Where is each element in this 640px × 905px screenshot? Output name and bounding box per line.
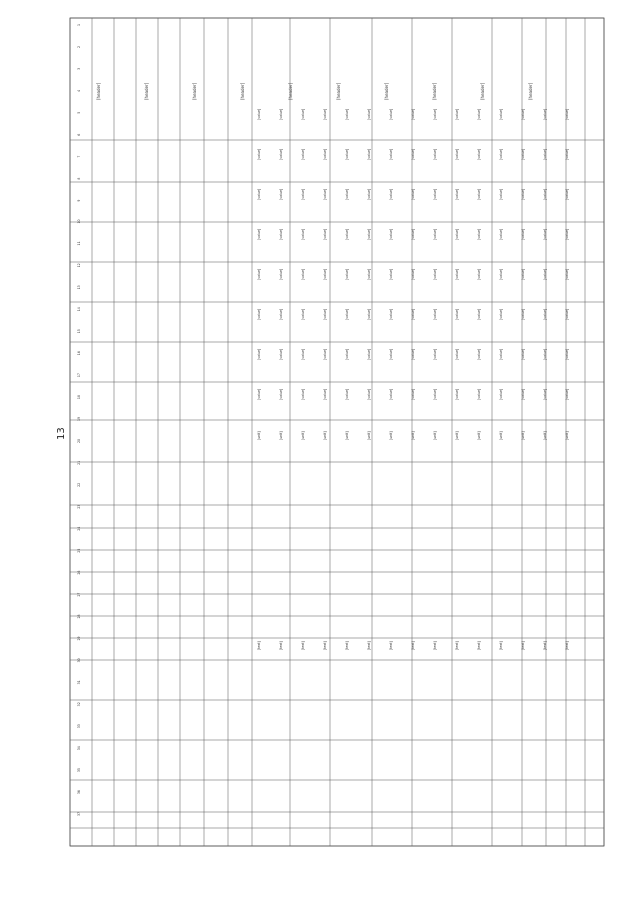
column-number: 14 [77,307,81,312]
row-value: [value] [411,388,415,400]
row-label: [text] [279,641,283,650]
row-value: [value] [433,348,437,360]
row-unit: [unit] [301,431,305,440]
row-value: [value] [543,308,547,320]
column-number: 15 [77,329,81,334]
column-number: 25 [77,548,81,553]
row-value: [value] [433,388,437,400]
row-value: [value] [279,308,283,320]
column-header: [header] [384,82,389,100]
column-header: [header] [240,82,245,100]
row-value: [value] [279,228,283,240]
row-label: [text] [499,641,503,650]
row-value: [value] [389,108,393,120]
row-value: [value] [345,348,349,360]
row-value: [value] [389,188,393,200]
column-number: 16 [77,351,81,356]
row-value: [value] [521,228,525,240]
column-number: 4 [77,89,81,92]
row-value: [value] [499,148,503,160]
row-value: [value] [543,108,547,120]
row-label: [text] [345,641,349,650]
row-value: [value] [455,148,459,160]
row-value: [value] [301,348,305,360]
row-value: [value] [323,388,327,400]
row-value: [value] [543,268,547,280]
row-value: [value] [257,268,261,280]
row-value: [value] [477,148,481,160]
row-value: [value] [389,148,393,160]
row-value: [value] [499,188,503,200]
row-value: [value] [521,148,525,160]
row-unit: [unit] [279,431,283,440]
column-number: 28 [77,614,81,619]
row-value: [value] [433,228,437,240]
row-value: [value] [521,268,525,280]
row-value: [value] [367,228,371,240]
row-value: [value] [477,308,481,320]
row-value: [value] [543,348,547,360]
column-number: 11 [77,241,81,246]
row-value: [value] [367,188,371,200]
row-value: [value] [345,268,349,280]
row-value: [value] [257,308,261,320]
column-number: 29 [77,636,81,641]
row-value: [value] [455,188,459,200]
row-value: [value] [301,148,305,160]
row-unit: [unit] [389,431,393,440]
row-unit: [unit] [433,431,437,440]
row-value: [value] [389,268,393,280]
row-unit: [unit] [521,431,525,440]
row-unit: [unit] [543,431,547,440]
row-value: [value] [411,268,415,280]
row-value: [value] [367,388,371,400]
row-label: [text] [477,641,481,650]
column-header: [header] [96,82,101,100]
row-value: [value] [521,188,525,200]
column-number: 22 [77,482,81,487]
row-value: [value] [411,348,415,360]
column-number: 37 [77,811,81,817]
row-value: [value] [565,308,569,320]
column-number: 2 [77,45,81,48]
row-value: [value] [455,388,459,400]
column-header: [header] [432,82,437,100]
row-value: [value] [565,348,569,360]
row-value: [value] [477,268,481,280]
row-value: [value] [543,228,547,240]
row-value: [value] [345,228,349,240]
row-value: [value] [477,388,481,400]
row-value: [value] [455,268,459,280]
column-number: 12 [77,263,81,268]
row-value: [value] [411,228,415,240]
row-value: [value] [257,388,261,400]
row-value: [value] [565,228,569,240]
row-value: [value] [455,108,459,120]
row-label: [text] [565,641,569,650]
row-value: [value] [257,188,261,200]
row-value: [value] [433,108,437,120]
row-value: [value] [565,148,569,160]
row-value: [value] [301,108,305,120]
row-value: [value] [499,388,503,400]
row-value: [value] [389,348,393,360]
column-number: 6 [77,133,81,136]
row-unit: [unit] [477,431,481,440]
row-value: [value] [521,388,525,400]
row-label: [text] [323,641,327,650]
column-header: [header] [192,82,197,100]
row-value: [value] [345,308,349,320]
row-value: [value] [477,108,481,120]
row-value: [value] [279,108,283,120]
row-value: [value] [345,188,349,200]
row-value: [value] [565,188,569,200]
row-value: [value] [499,268,503,280]
column-header: [header] [288,82,293,100]
row-value: [value] [323,308,327,320]
row-label: [text] [521,641,525,650]
column-number: 13 [77,285,81,290]
row-value: [value] [301,388,305,400]
column-number: 23 [77,504,81,509]
row-value: [value] [565,268,569,280]
row-unit: [unit] [411,431,415,440]
column-number: 18 [77,395,81,400]
row-value: [value] [301,228,305,240]
row-value: [value] [323,348,327,360]
row-label: [text] [433,641,437,650]
row-value: [value] [367,308,371,320]
row-value: [value] [411,148,415,160]
page-number: 13 [56,427,67,440]
row-value: [value] [565,108,569,120]
row-label: [text] [367,641,371,650]
row-unit: [unit] [455,431,459,440]
row-value: [value] [279,148,283,160]
row-value: [value] [411,108,415,120]
row-value: [value] [433,148,437,160]
row-value: [value] [345,388,349,400]
row-value: [value] [499,348,503,360]
row-value: [value] [455,228,459,240]
row-value: [value] [279,268,283,280]
row-label: [text] [455,641,459,650]
column-number: 35 [77,768,81,773]
row-value: [value] [279,388,283,400]
row-value: [value] [389,388,393,400]
row-unit: [unit] [323,431,327,440]
row-value: [value] [477,188,481,200]
column-header: [header] [336,82,341,100]
row-value: [value] [279,348,283,360]
row-value: [value] [345,108,349,120]
column-number: 32 [77,702,81,707]
row-value: [value] [565,388,569,400]
row-value: [value] [323,188,327,200]
row-value: [value] [323,228,327,240]
row-value: [value] [433,308,437,320]
column-number: 24 [77,526,81,531]
row-value: [value] [521,348,525,360]
column-number: 7 [77,155,81,158]
column-number: 20 [77,438,81,443]
column-number: 36 [77,790,81,795]
row-value: [value] [543,148,547,160]
row-label: [text] [257,641,261,650]
row-value: [value] [411,308,415,320]
row-value: [value] [301,188,305,200]
row-value: [value] [389,228,393,240]
column-number: 31 [77,680,81,685]
row-label: [text] [411,641,415,650]
row-value: [value] [433,188,437,200]
row-value: [value] [323,268,327,280]
row-unit: [unit] [345,431,349,440]
column-number: 1 [77,23,81,26]
row-value: [value] [279,188,283,200]
row-value: [value] [543,388,547,400]
row-value: [value] [367,108,371,120]
row-value: [value] [499,108,503,120]
column-header: [header] [144,82,149,100]
row-value: [value] [499,308,503,320]
column-number: 3 [77,67,81,70]
column-number: 34 [77,746,81,751]
row-unit: [unit] [257,431,261,440]
column-header: [header] [528,82,533,100]
column-header: [header] [480,82,485,100]
row-label: [text] [301,641,305,650]
column-number: 27 [77,592,81,597]
row-value: [value] [301,268,305,280]
row-value: [value] [389,308,393,320]
row-value: [value] [257,108,261,120]
row-value: [value] [433,268,437,280]
row-value: [value] [257,228,261,240]
row-value: [value] [323,148,327,160]
row-value: [value] [521,108,525,120]
column-number: 5 [77,111,81,114]
column-number: 26 [77,570,81,575]
row-value: [value] [367,148,371,160]
column-number: 10 [77,219,81,224]
row-value: [value] [257,148,261,160]
row-label: [text] [543,641,547,650]
row-value: [value] [257,348,261,360]
row-value: [value] [345,148,349,160]
column-number: 33 [77,724,81,729]
column-number: 9 [77,199,81,202]
row-value: [value] [411,188,415,200]
row-value: [value] [367,268,371,280]
row-value: [value] [455,308,459,320]
row-value: [value] [477,228,481,240]
row-value: [value] [543,188,547,200]
row-unit: [unit] [565,431,569,440]
column-number: 8 [77,177,81,180]
column-number: 21 [77,460,81,465]
row-value: [value] [499,228,503,240]
row-value: [value] [455,348,459,360]
column-number: 17 [77,373,81,378]
row-value: [value] [301,308,305,320]
column-number: 30 [77,658,81,663]
row-unit: [unit] [367,431,371,440]
row-value: [value] [521,308,525,320]
row-value: [value] [477,348,481,360]
row-value: [value] [323,108,327,120]
row-unit: [unit] [499,431,503,440]
row-value: [value] [367,348,371,360]
column-number: 19 [77,416,81,422]
row-label: [text] [389,641,393,650]
